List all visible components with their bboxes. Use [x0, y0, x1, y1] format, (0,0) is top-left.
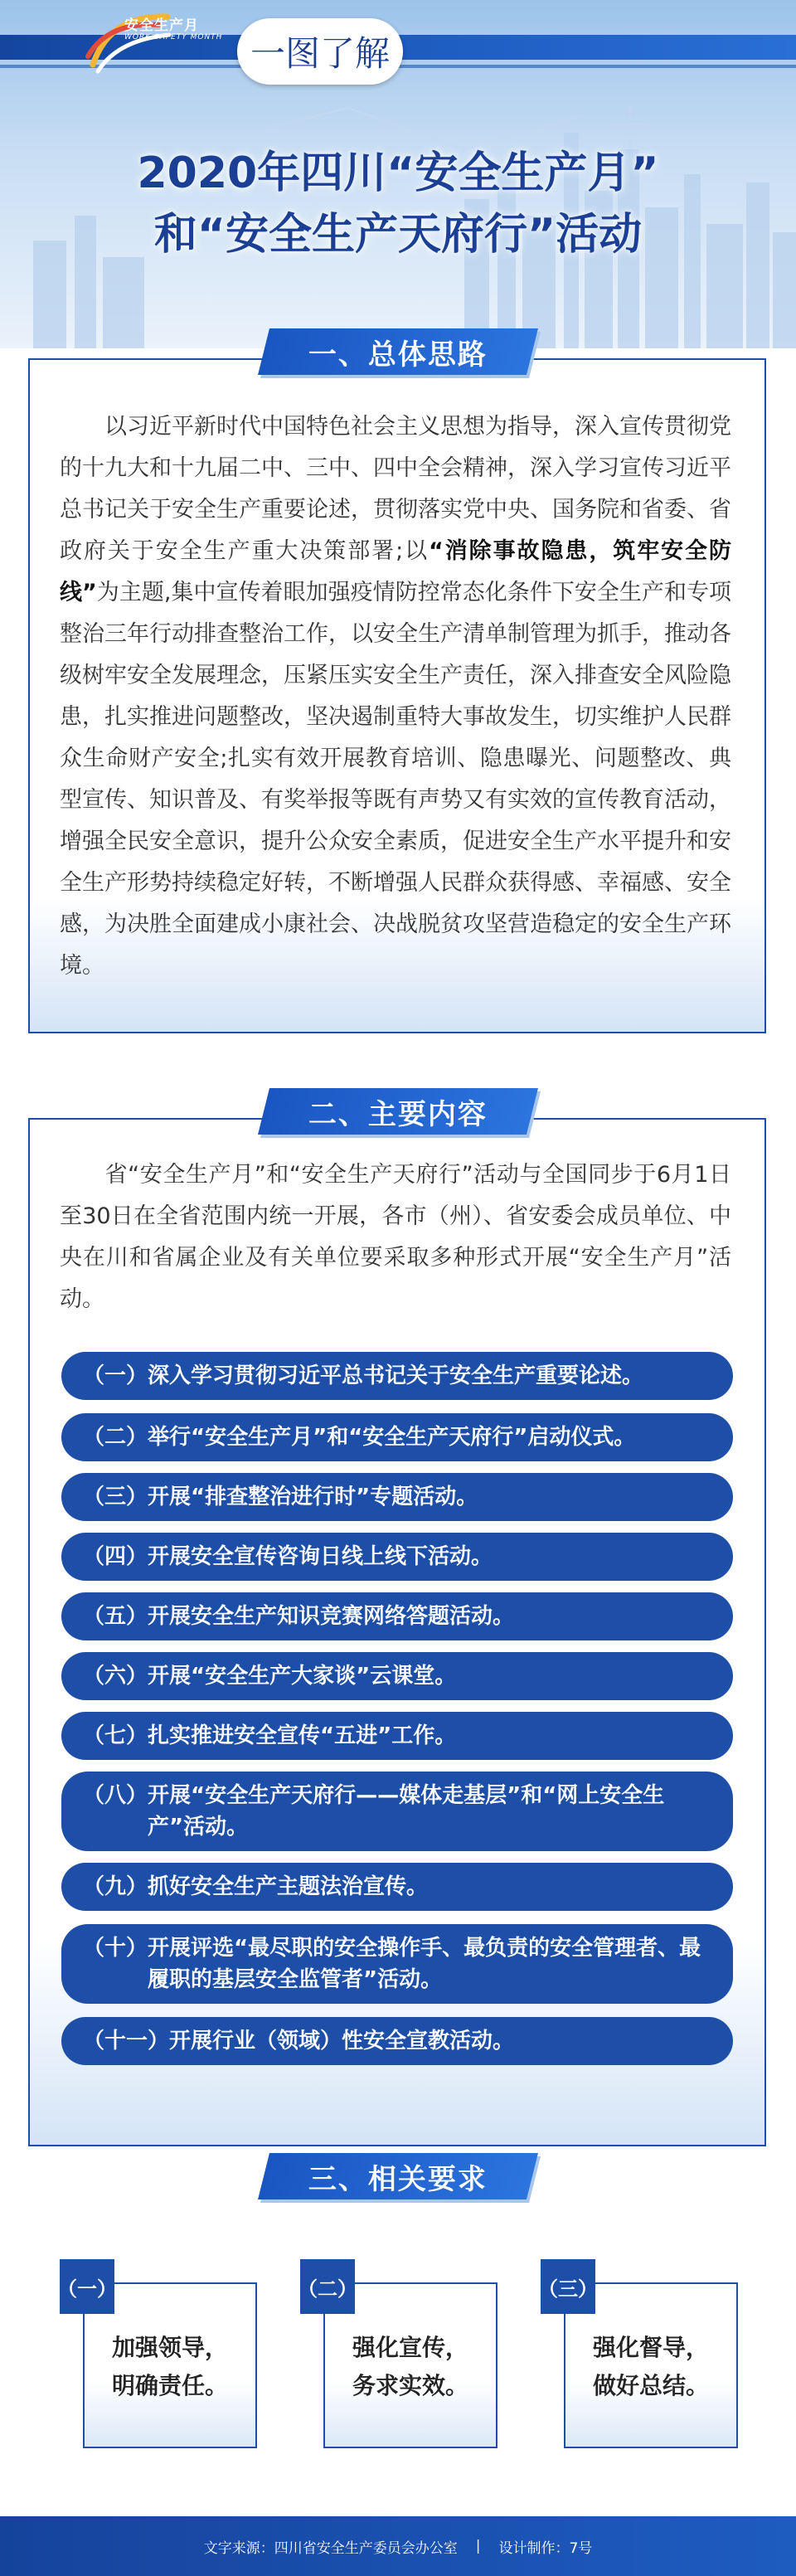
main-content-item-number: （五） [83, 1604, 148, 1629]
footer-design: 设计制作：7号 [498, 2540, 593, 2557]
requirement-number-2: （二） [300, 2259, 355, 2314]
requirement-text-1: 加强领导， 明确责任。 [111, 2334, 228, 2399]
footer-separator: | [475, 2538, 481, 2554]
overall-idea-text-part1: 以习近平新时代中国特色社会主义思想为指导，深入宣传贯彻党的十九大和十九届二中、三中、四中全会精神，深入学习宣传习近平总书记关于安全生产重要论述，贯彻落实党中央、国务院和省委、省政府关于安全生产重大决策部署;以 [60, 414, 731, 564]
main-content-item [61, 1473, 733, 1521]
main-content-item [61, 1924, 733, 2004]
section-title-requirements: 三、相关要求 [258, 2153, 538, 2199]
intro-badge: 一图了解 [237, 18, 403, 85]
main-content-item-text: 扎实推进安全宣传“五进”工作。 [148, 1723, 457, 1748]
logo-subtitle: WORK SAFETY MONTH [124, 33, 223, 41]
footer [0, 2516, 796, 2576]
main-content-item-text: 开展行业（领域）性安全宣教活动。 [169, 2029, 515, 2054]
main-content-item-number: （十一） [83, 2029, 170, 2054]
main-content-item [61, 1652, 733, 1700]
section-title-overall-idea: 一、总体思路 [258, 328, 538, 375]
page-title-line2: 和“安全生产天府行”活动 [153, 210, 643, 260]
overall-idea-text-part2: 为主题,集中宣传着眼加强疫情防控常态化条件下安全生产和专项整治三年行动排查整治工作，以安全生产清单制管理为抓手，推动各级树牢安全发展理念，压紧压实安全生产责任，深入排查安全风险隐患，扎实推进问题整改，坚决遏制重特大事故发生，切实维护人民群众生命财产安全;扎实有效开展教育培训、隐患曝光、问题整改、典型宣传、知识普及、有奖举报等既有声势又有实效的宣传教育活动，增强全民安全意识，提升公众安全素质，促进安全生产水平提升和安全生产形势持续稳定好转，不断增强人民群众获得感、幸福感、安全感，为决胜全面建成小康社会、决战脱贫攻坚营造稳定的安全生产环境。 [60, 580, 731, 979]
main-content-item-text: 开展评选“最尽职的安全操作手、最负责的安全管理者、最履职的基层安全监管者”活动。 [148, 1936, 701, 1992]
main-content-item-number: （一） [83, 1363, 148, 1388]
header-banner [0, 0, 796, 348]
main-content-item-text: 开展“排查整治进行时”专题活动。 [148, 1485, 478, 1509]
page-title-line1: 2020年四川“安全生产月” [137, 148, 659, 198]
section-title-main-content: 二、主要内容 [258, 1088, 538, 1135]
main-content-item-number: （七） [83, 1723, 148, 1748]
main-content-item [61, 1712, 733, 1760]
main-content-item-text: 开展“安全生产天府行——媒体走基层”和“网上安全生产”活动。 [148, 1783, 665, 1840]
main-content-item-text: 深入学习贯彻习近平总书记关于安全生产重要论述。 [148, 1363, 644, 1388]
main-content-item [61, 1863, 733, 1911]
main-content-item-text: 开展安全生产知识竞赛网络答题活动。 [148, 1604, 515, 1629]
main-content-item-text: 举行“安全生产月”和“安全生产天府行”启动仪式。 [148, 1425, 636, 1450]
main-content-item-number: （六） [83, 1664, 148, 1689]
requirement-text-2: 强化宣传， 务求实效。 [352, 2334, 468, 2399]
main-content-item-text: 开展“安全生产大家谈”云课堂。 [148, 1664, 457, 1689]
main-content-item-number: （八） [83, 1783, 148, 1808]
requirement-number-3: （三） [541, 2259, 595, 2314]
main-content-item-number: （九） [83, 1874, 148, 1899]
footer-source: 文字来源：四川省安全生产委员会办公室 [203, 2540, 458, 2557]
main-content-intro: 省“安全生产月”和“安全生产天府行”活动与全国同步于6月1日至30日在全省范围内统一开展，各市（州）、省安委会成员单位、中央在川和省属企业及有关单位要采取多种形式开展“安全生产月”活动。 [60, 1162, 731, 1312]
theme-highlight: “消除事故隐患，筑牢安全防线” [60, 538, 731, 605]
main-content-item [61, 1592, 733, 1640]
main-content-item-number: （十） [83, 1936, 148, 1961]
logo-title: 安全生产月 [124, 17, 199, 34]
main-content-item [61, 1533, 733, 1581]
main-content-item [61, 1352, 733, 1400]
main-content-item-number: （三） [83, 1485, 148, 1509]
page-title [0, 143, 796, 265]
main-content-item-number: （二） [83, 1425, 148, 1450]
main-content-item [61, 1413, 733, 1461]
requirement-text-3: 强化督导， 做好总结。 [592, 2334, 709, 2399]
main-content-item [61, 2017, 733, 2065]
overall-idea-text [60, 406, 731, 987]
main-content-item-number: （四） [83, 1544, 148, 1569]
main-content-item [61, 1772, 733, 1851]
requirement-number-1: （一） [60, 2259, 114, 2314]
main-content-item-text: 抓好安全生产主题法治宣传。 [148, 1874, 429, 1899]
main-content-item-text: 开展安全宣传咨询日线上线下活动。 [148, 1544, 493, 1569]
